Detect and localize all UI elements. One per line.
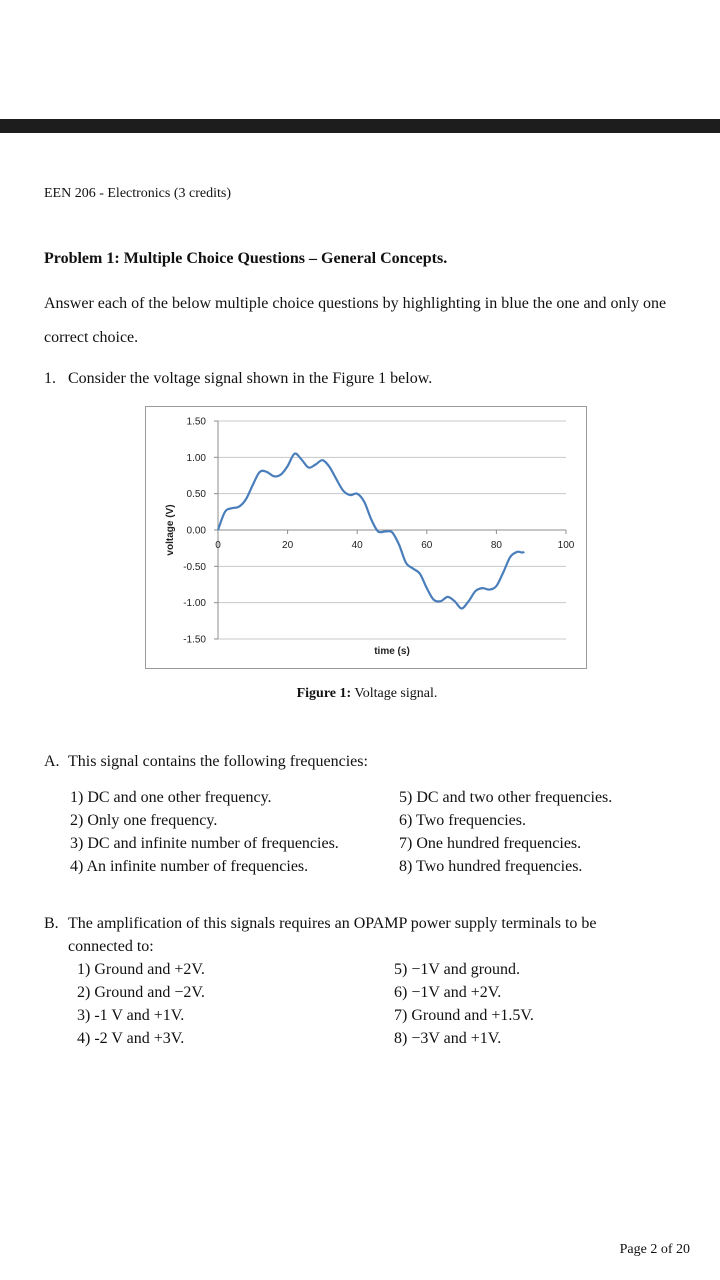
question-a-letter: A. bbox=[44, 753, 60, 770]
x-tick-label: 100 bbox=[557, 540, 575, 551]
course-title: EEN 206 - Electronics (3 credits) bbox=[44, 186, 231, 201]
y-tick-label: -0.50 bbox=[183, 561, 206, 573]
voltage-chart bbox=[145, 406, 587, 669]
instructions: Answer each of the below multiple choice questions by highlighting in blue the one and only one correct choice. bbox=[44, 295, 667, 346]
option-a3[interactable]: 3) DC and infinite number of frequencies. bbox=[70, 835, 339, 852]
question-a-options-right bbox=[399, 786, 612, 878]
question-b-text-line2: connected to: bbox=[68, 938, 154, 955]
option-a1[interactable]: 1) DC and one other frequency. bbox=[70, 789, 272, 806]
x-tick-label: 0 bbox=[215, 540, 221, 551]
question-b-options-right bbox=[394, 958, 534, 1050]
option-a7[interactable]: 7) One hundred frequencies. bbox=[399, 835, 582, 852]
option-a6[interactable]: 6) Two frequencies. bbox=[399, 812, 526, 829]
figure-caption bbox=[0, 686, 720, 702]
question-b-letter: B. bbox=[44, 915, 59, 932]
header-bar bbox=[0, 119, 720, 133]
question-a-text: This signal contains the following frequencies: bbox=[68, 753, 368, 770]
option-b6[interactable]: 6) −1V and +2V. bbox=[394, 984, 502, 1001]
question-1 bbox=[44, 370, 432, 388]
question-a-options-left bbox=[70, 786, 339, 878]
y-tick-label: 1.50 bbox=[186, 416, 206, 428]
option-b3[interactable]: 3) -1 V and +1V. bbox=[77, 1007, 185, 1024]
y-tick-label: -1.50 bbox=[183, 634, 206, 646]
option-a5[interactable]: 5) DC and two other frequencies. bbox=[399, 789, 613, 806]
problem-title: Problem 1: Multiple Choice Questions – General Concepts. bbox=[44, 250, 448, 267]
option-b8[interactable]: 8) −3V and +1V. bbox=[394, 1030, 502, 1047]
option-b4[interactable]: 4) -2 V and +3V. bbox=[77, 1030, 185, 1047]
option-b2[interactable]: 2) Ground and −2V. bbox=[77, 984, 205, 1001]
option-a2[interactable]: 2) Only one frequency. bbox=[70, 812, 218, 829]
y-tick-label: 0.00 bbox=[186, 525, 206, 537]
y-tick-label: -1.00 bbox=[183, 598, 206, 610]
question-1-text: Consider the voltage signal shown in the Figure 1 below. bbox=[68, 370, 433, 387]
figure-caption-text: Voltage signal. bbox=[354, 686, 438, 701]
question-b bbox=[44, 912, 704, 958]
series-line-voltage bbox=[218, 454, 524, 609]
option-b1[interactable]: 1) Ground and +2V. bbox=[77, 961, 205, 978]
figure-caption-label: Figure 1: bbox=[296, 686, 352, 701]
chart-svg bbox=[146, 407, 588, 670]
x-tick-label: 40 bbox=[351, 540, 363, 551]
y-tick-label: 0.50 bbox=[186, 489, 206, 501]
y-tick-label: 1.00 bbox=[186, 452, 206, 464]
x-tick-label: 80 bbox=[490, 540, 502, 551]
option-b5[interactable]: 5) −1V and ground. bbox=[394, 961, 521, 978]
question-a bbox=[44, 753, 368, 771]
page-number: Page 2 of 20 bbox=[619, 1242, 690, 1257]
question-1-number: 1. bbox=[44, 370, 56, 387]
option-b7[interactable]: 7) Ground and +1.5V. bbox=[394, 1007, 534, 1024]
question-b-text-line1: The amplification of this signals requires an OPAMP power supply terminals to be bbox=[68, 915, 597, 932]
question-b-options-left bbox=[77, 958, 205, 1050]
x-tick-label: 60 bbox=[421, 540, 433, 551]
option-a8[interactable]: 8) Two hundred frequencies. bbox=[399, 858, 583, 875]
x-axis-title: time (s) bbox=[374, 646, 410, 657]
x-tick-label: 20 bbox=[282, 540, 294, 551]
option-a4[interactable]: 4) An infinite number of frequencies. bbox=[70, 858, 309, 875]
y-axis-title: voltage (V) bbox=[165, 504, 176, 556]
